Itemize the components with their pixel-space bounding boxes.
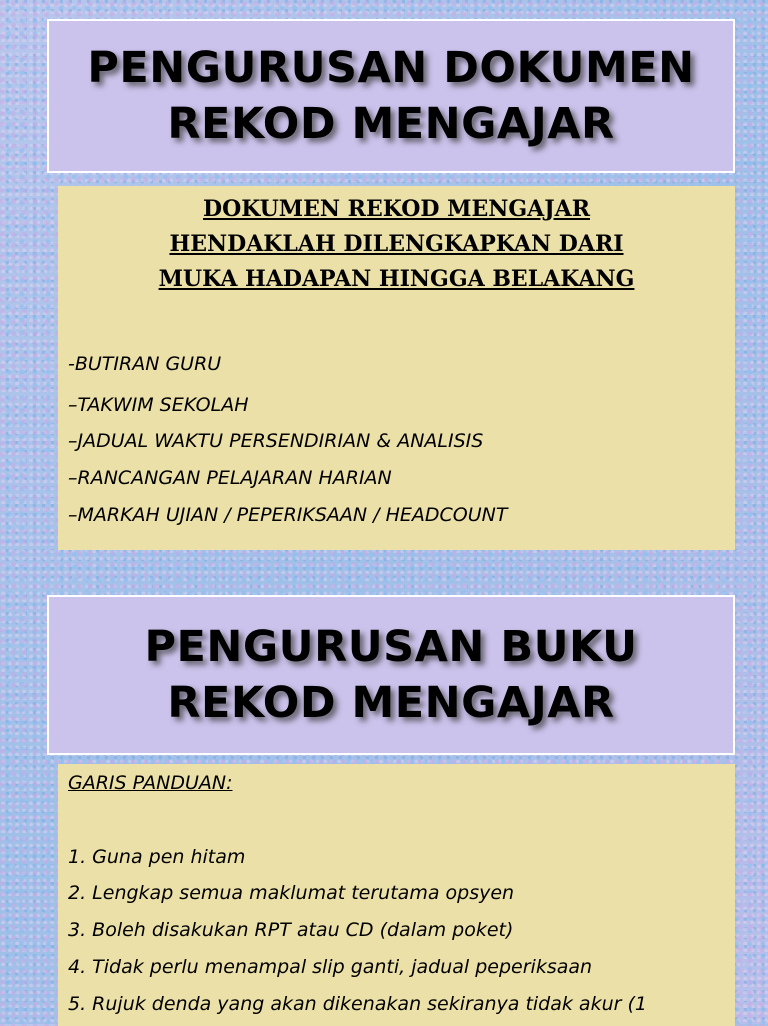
slide1-heading xyxy=(58,186,735,297)
slide1-title-line-1: PENGURUSAN DOKUMEN xyxy=(87,43,695,93)
slide1-list-item: –MARKAH UJIAN / PEPERIKSAAN / HEADCOUNT xyxy=(68,504,508,526)
slide2-title-line-2: REKOD MENGAJAR xyxy=(167,678,615,728)
slide1-title-line-2: REKOD MENGAJAR xyxy=(167,99,615,149)
slide2-guide-item: 5. Rujuk denda yang akan dikenakan sekiranya tidak akur (1 xyxy=(68,993,647,1015)
slide2-title-line-1: PENGURUSAN BUKU xyxy=(144,622,638,672)
slide2-guide-item: 4. Tidak perlu menampal slip ganti, jadual peperiksaan xyxy=(68,956,593,978)
slide2-guide-label: GARIS PANDUAN: xyxy=(68,772,233,794)
slide2-guide-item: 3. Boleh disakukan RPT atau CD (dalam poket) xyxy=(68,919,514,941)
slide1-title-box xyxy=(47,19,735,173)
slide2-guide-item: 2. Lengkap semua maklumat terutama opsyen xyxy=(68,882,515,904)
slide1-list-item: -BUTIRAN GURU xyxy=(68,353,222,375)
slide1-content-box xyxy=(58,186,735,550)
slide2-content-box xyxy=(58,764,735,1026)
slide1-heading-line-3: MUKA HADAPAN HINGGA BELAKANG xyxy=(158,266,635,292)
slide1-heading-line-1: DOKUMEN REKOD MENGAJAR xyxy=(203,196,590,222)
slide1-heading-line-2: HENDAKLAH DILENGKAPKAN DARI xyxy=(169,231,624,257)
slide2-title-box xyxy=(47,595,735,755)
slide1-list-item: –RANCANGAN PELAJARAN HARIAN xyxy=(68,467,392,489)
slide1-list-item: –TAKWIM SEKOLAH xyxy=(68,394,249,416)
slide2-guide-item: 1. Guna pen hitam xyxy=(68,846,246,868)
slide1-list-item: –JADUAL WAKTU PERSENDIRIAN & ANALISIS xyxy=(68,430,484,452)
